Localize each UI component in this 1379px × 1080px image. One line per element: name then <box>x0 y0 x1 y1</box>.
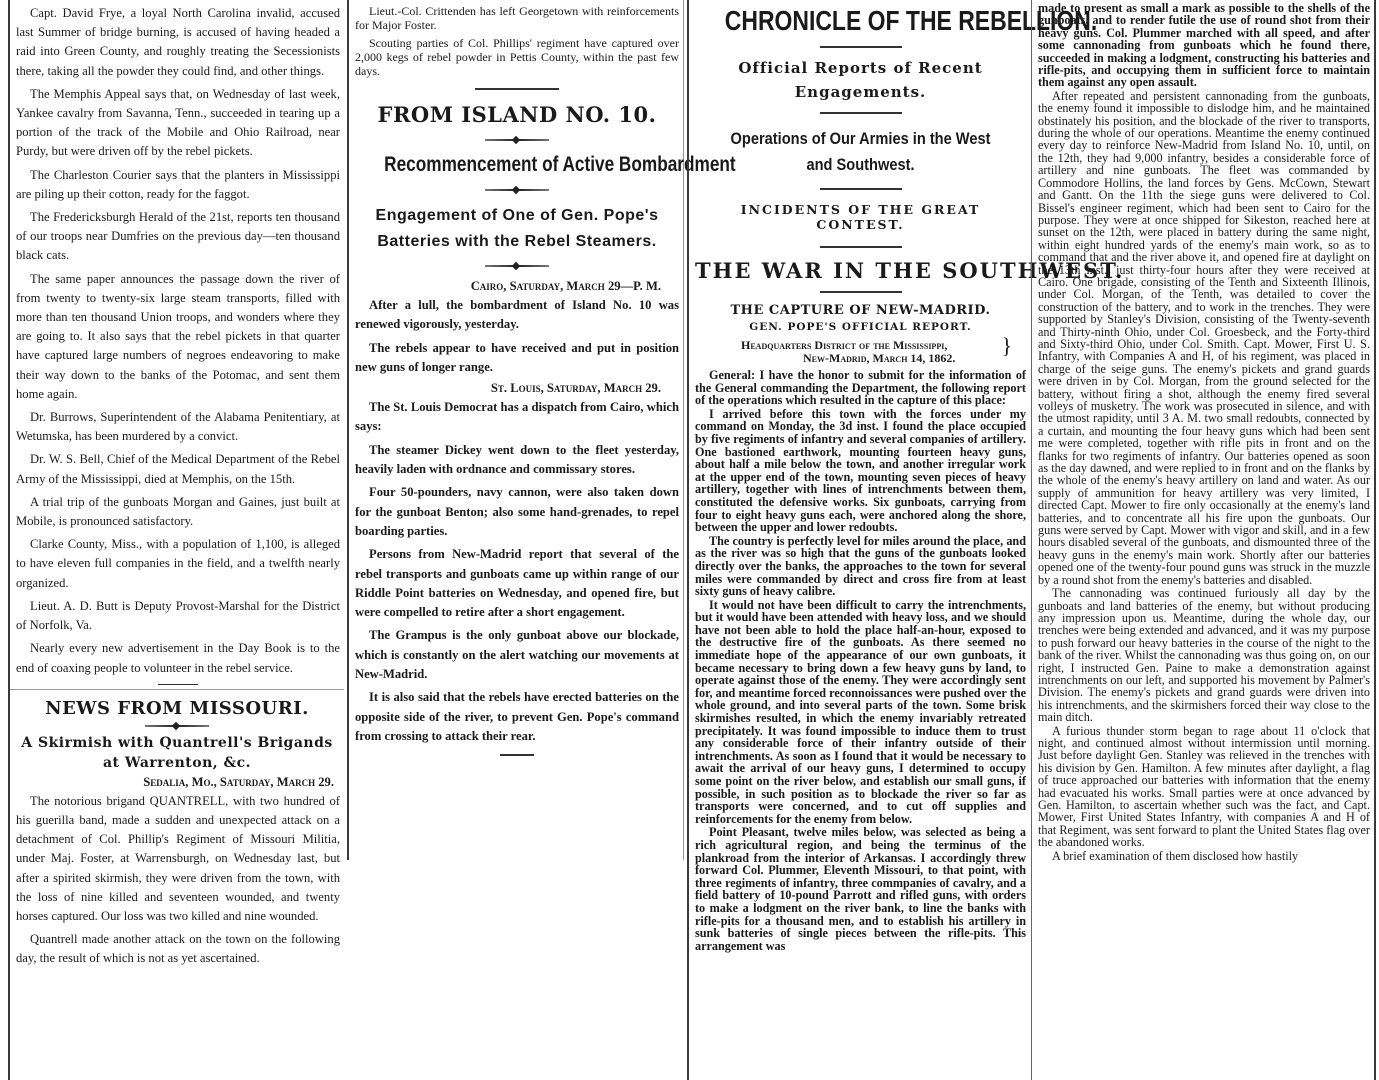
brace-icon: } <box>1001 333 1012 358</box>
dateline-sedalia: Sedalia, Mo., Saturday, March 29. <box>143 774 334 789</box>
subheading-engagement: Engagement of One of Gen. Pope's Batteries with the Rebel Steamers. <box>375 207 659 250</box>
divider-rule <box>500 754 534 756</box>
dateline-stlouis: St. Louis, Saturday, March 29. <box>490 381 661 396</box>
article-paragraph: Capt. David Frye, a loyal North Carolina invalid, accused last Summer of bridge burning, is accused of having headed a raid into Green County, and roughly treating the Secessionists there, taking all the powder they could find, and other things. <box>16 6 340 78</box>
divider-rule <box>158 684 198 685</box>
article-paragraph: Lieut. A. D. Butt is Deputy Provost-Marshal for the District of Norfolk, Va. <box>16 598 340 633</box>
article-paragraph: The Fredericksburgh Herald of the 21st, reports ten thousand of our troops near Dumfries on the previous day—ten thousand black cats. <box>16 210 340 263</box>
divider-rule <box>820 246 902 248</box>
subheading-official-reports: Official Reports of Recent Engagements. <box>738 59 983 101</box>
article-paragraph: I arrived before this town with the forces under my command on Monday, the 3d inst. I found the place occupied by five regiments of infantry and several companies of artillery. One bastioned earthwork, mounting fourteen heavy guns, about half a mile below the town, and another irregular work at the upper end of the town, mounting seven pieces of heavy artillery, together with lines of intrenchments between them, constituted the defensive works. Six gunboats, carrying from four to eight heavy guns each, were anchored along the shore, between the upper and lower redoubts. <box>695 406 1026 535</box>
headquarters-dateline <box>741 333 1026 365</box>
article-paragraph: The steamer Dickey went down to the fleet yesterday, heavily laden with ordnance and commissary stores. <box>355 442 679 477</box>
subheading-capture: THE CAPTURE OF NEW-MADRID. <box>730 303 991 318</box>
subheading-incidents: INCIDENTS OF THE GREAT CONTEST. <box>740 202 981 232</box>
article-paragraph: After a lull, the bombardment of Island No. 10 was renewed vigorously, yesterday. <box>355 298 679 332</box>
article-paragraph: Dr. Burrows, Superintendent of the Alabama Penitentiary, at Wetumska, has been murdered by a convict. <box>16 410 340 444</box>
subheading-skirmish: A Skirmish with Quantrell's Brigands at Warrenton, &c. <box>21 734 333 771</box>
section-heading-missouri: NEWS FROM MISSOURI. <box>45 697 309 719</box>
ornament-divider <box>485 265 549 267</box>
article-paragraph: The Grampus is the only gunboat above our blockade, which is constantly on the alert watching our movements at New-Madrid. <box>355 628 679 682</box>
section-heading-war: THE WAR IN THE SOUTHWEST. <box>695 258 1125 283</box>
article-paragraph: Persons from New-Madrid report that several of the rebel transports and gunboats came up within range of our Riddle Point batteries on Wednesday, and opened fire, but were compelled to retire after a short engagement. <box>355 547 679 620</box>
divider-rule <box>475 88 559 90</box>
column-2 <box>347 0 736 860</box>
article-paragraph: Four 50-pounders, navy cannon, were also taken down for the gunboat Benton; also some hand-grenades, to repel boarding parties. <box>355 485 679 538</box>
article-paragraph: The Memphis Appeal says that, on Wednesday of last week, Yankee cavalry from Savanna, Tenn., succeeded in tearing up a portion of the track of the Mobile and Ohio Railroad, near Purdy, but were driven off by the rebel pickets. <box>16 86 340 159</box>
ornament-divider <box>145 725 209 727</box>
article-paragraph: The cannonading was continued furiously all day by the gunboats and land batteries of the enemy, but without producing any impression upon us. Meantime, during the whole day, our trenches were being extended and advanced, and it was my purpose to push forward our heavy batteries in the course of the night to the bank of the river. Whilst the cannonading was thus going on, on our right, I instructed Gen. Paine to make a demonstration against intrenchments on our left, and supported his movement by Palmer's Division. The enemy's pickets and grand guards were driven into his intrenchments, and the skirmishers forced their way close to the main ditch. <box>1038 586 1370 725</box>
hq-line: Headquarters District of the Mississippi, <box>741 338 948 352</box>
divider-rule <box>820 112 902 114</box>
article-paragraph: A furious thunder storm began to rage about 11 o'clock that night, and continued almost without intermission until morning. Just before daylight Gen. Stanley was relieved in the trenches with his division by Gen. Hamilton. A few minutes after daylight, a flag of truce approached our batteries with information that the enemy had evacuated his works. Small parties were at once advanced by Gen. Hamilton, to ascertain whether such was the fact, and Capt. Mower, First United States Infantry, with companies A and H of that Regiment, was sent forward to plant the United States flag over the abandoned works. <box>1038 723 1370 850</box>
divider-rule <box>820 46 902 48</box>
article-paragraph: Nearly every new advertisement in the Day Book is to the end of coaxing people to volunteer in the rebel service. <box>16 641 340 675</box>
divider-rule <box>820 291 902 293</box>
article-paragraph: It is also said that the rebels have erected batteries on the opposite side of the river, to prevent Gen. Pope's command from crossing to attack their rear. <box>355 690 679 743</box>
article-paragraph: Lieut.-Col. Crittenden has left Georgetown with reinforcements for Major Foster. <box>355 4 679 32</box>
article-paragraph: Clarke County, Miss., with a population of 1,100, is alleged to have eleven full companies in the field, and a twelfth nearly organized. <box>16 537 340 590</box>
article-paragraph: It would not have been difficult to carry the intrenchments, but it would have been attended with heavy loss, and we should have not been able to hold the place half-an-hour, exposed to the destructive fire of the gunboats. As there seemed no immediate hope of the appearance of our own gunboats, it became necessary to bring down a few heavy guns by land, to operate against those of the enemy. They were accordingly sent for, and meantime forced reconnoissances were pushed over the whole ground, and into several parts of the town. Some brisk skirmishes resulted, in which the enemy invariably retreated precipitately. It was found impossible to induce them to trust any considerable force of their infantry outside of their intrenchments. As soon as I found that it would be necessary to await the arrival of our heavy guns, I determined to occupy some point on the river below, and establish our small guns, if possible, in such position as to blockade the river so far as transports were concerned, and to cut off supplies and reinforcements for the enemy from below. <box>695 597 1026 826</box>
subheading-pope-report: GEN. POPE'S OFFICIAL REPORT. <box>749 321 972 333</box>
article-paragraph: The notorious brigand QUANTRELL, with two hundred of his guerilla band, made a sudden and unexpected attack on a detachment of Col. Phillip's Regiment of Missouri Militia, under Maj. Foster, at Warrensburgh, on Wednesday last, but after a spirited skirmish, they were driven from the town, with the loss of nine killed and seventeen wounded, and twenty horses captured. Our loss was two killed and nine wounded. <box>16 793 340 923</box>
article-paragraph: Dr. W. S. Bell, Chief of the Medical Department of the Rebel Army of the Mississippi, died at Memphis, on the 15th. <box>16 452 340 486</box>
hq-line: New-Madrid, March 14, 1862. <box>803 351 956 365</box>
article-paragraph: Point Pleasant, twelve miles below, was selected as being a rich agricultural region, and being the terminus of the plankroad from the interior of Arkansas. I accordingly threw forward Col. Plummer, Eleventh Missouri, to that point, with three regiments of infantry, three commpanies of cavalry, and a field battery of 10-pound Parrott and rifled guns, with orders to make a lodgment on the river bank, to line the banks with rifle-pits for a thousand men, and to establish his artillery in sunk batteries of single pieces between the rifle-pits. This arrangement was <box>695 825 1026 953</box>
article-paragraph: The same paper announces the passage down the river of from twenty to twenty-six large steam transports, filled with more than ten thousand Union troops, and wonders where they are going to. It also says that the rebel pickets in that quarter have captured large numbers of negroes endeavoring to make their way down to the banks of the Potomac, and sent them home again. <box>16 271 340 401</box>
article-paragraph: General: I have the honor to submit for the information of the General commanding the Department, the following report of the operations which resulted in the capture of this place: <box>695 368 1026 408</box>
article-paragraph: The rebels appear to have received and put in position new guns of longer range. <box>355 340 679 374</box>
article-paragraph: The country is perfectly level for miles around the place, and as the river was so high that the guns of the gunboats looked directly over the banks, the approaches to the town for several miles were commanded by direct and cross fire from at least sixty guns of heavy calibre. <box>695 533 1026 599</box>
ornament-divider <box>485 139 549 141</box>
divider-rule <box>820 188 902 190</box>
ornament-divider <box>485 189 549 191</box>
article-paragraph: A trial trip of the gunboats Morgan and Gaines, just built at Mobile, is pronounced satisfactory. <box>16 494 340 529</box>
section-missouri <box>10 689 344 969</box>
subheading-operations: Operations of Our Armies in the West and Southwest. <box>730 129 991 174</box>
article-paragraph: A brief examination of them disclosed how hastily <box>1052 848 1299 863</box>
dateline-cairo: Cairo, Saturday, March 29—P. M. <box>470 279 661 293</box>
article-paragraph: After repeated and persistent cannonading from the gunboats, the enemy found it impossible to dislodge him, and he maintained obstinately his position, and the blockade of the river to transports, during the whole of our operations. Meantime the enemy continued every day to reinforce New-Madrid from Island No. 10, until, on the 12th, they had 9,000 infantry, besides a considerable force of artillery and nine gunboats. The fleet was commanded by Commodore Hollins, the land forces by Gens. McCown, Stewart and Gantt. On the 11th the siege guns were delivered to Col. Bissel's engineer regiment, which had been sent to Cairo for the purpose. They were at once shipped for Sikeston, reached here at sunset on the 12th, were placed in battery during the same night, within eight hundred yards of the enemy's main work, so as to command that and the river above it, and opened fire at daylight on the 13th inst., just thirty-four hours after they were received at Cairo. One brigade, consisting of the Tenth and Sixteenth Illinois, under Col. Morgan, of the Tenth, was detailed to cover the construction of the battery, and to work in the trenches. They were supported by Stanley's Division, consisting of the Twenty-seventh and Thirty-ninth Ohio, under Col. Groesbeck, and the Forty-third and Sixty-third Ohio, under Col. Smith. Capt. Mower, First U. S. Infantry, with Companies A and H, of his regiment, was placed in charge of the seige guns. The enemy's pickets and grand guards were driven in by Col. Morgan, from the ground selected for the battery, without firing a shot, although the enemy fired several volleys of musketry. The work was prosecuted in silence, and with the utmost rapidity, until 3 A. M. two small redoubts, connected by a curtain, and mounting the four heavy guns which had been sent me were completed, together with rifle pits in front and on the flanks for two regiments of infantry. Our batteries opened as soon as the day dawned, and were replied to in front and on the flanks by the whole of the enemy's heavy artillery on land and water. As our supply of ammunition for heavy artillery was very limited, I directed Capt. Mower to fire only occasionally at the enemy's land batteries, and to concentrate all his fire upon the gunboats. Our guns were served by Capt. Mower with vigor and skill, and in a few hours disabled several of the gunboats, and dismounted three of the heavy guns in the enemy's main work. Shortly after our batteries opened one of the twenty-four pound guns was struck in the muzzle by a round shot from the enemy's batteries and disabled. <box>1038 88 1370 587</box>
column-1 <box>8 0 344 1080</box>
column-4 <box>1031 0 1376 1080</box>
article-paragraph: Quantrell made another attack on the town on the following day, the result of which is not as yet ascertained. <box>16 932 340 966</box>
section-heading-island: FROM ISLAND NO. 10. <box>377 102 657 127</box>
column-3 <box>687 0 1125 1080</box>
article-paragraph: made to present as small a mark as possible to the shells of the gunboats, and to render futile the use of round shot from their heavy guns. Col. Plummer marched with all speed, and after some cannonading from gunboats which he found there, succeeded in making a lodgment, constructing his batteries and rifle-pits, and occupying them in sufficient force to maintain them against any open assault. <box>1038 1 1370 90</box>
masthead-title: CHRONICLE OF THE REBELLION. <box>724 5 1098 36</box>
subheading-bombardment: Recommencement of Active Bombardment <box>384 153 736 176</box>
article-paragraph: The St. Louis Democrat has a dispatch from Cairo, which says: <box>355 400 679 434</box>
article-paragraph: The Charleston Courier says that the planters in Mississippi are piling up their cotton, ready for the faggot. <box>16 167 340 201</box>
article-paragraph: Scouting parties of Col. Phillips' regiment have captured over 2,000 kegs of rebel powder in Pettis County, within the past few days. <box>355 36 679 78</box>
